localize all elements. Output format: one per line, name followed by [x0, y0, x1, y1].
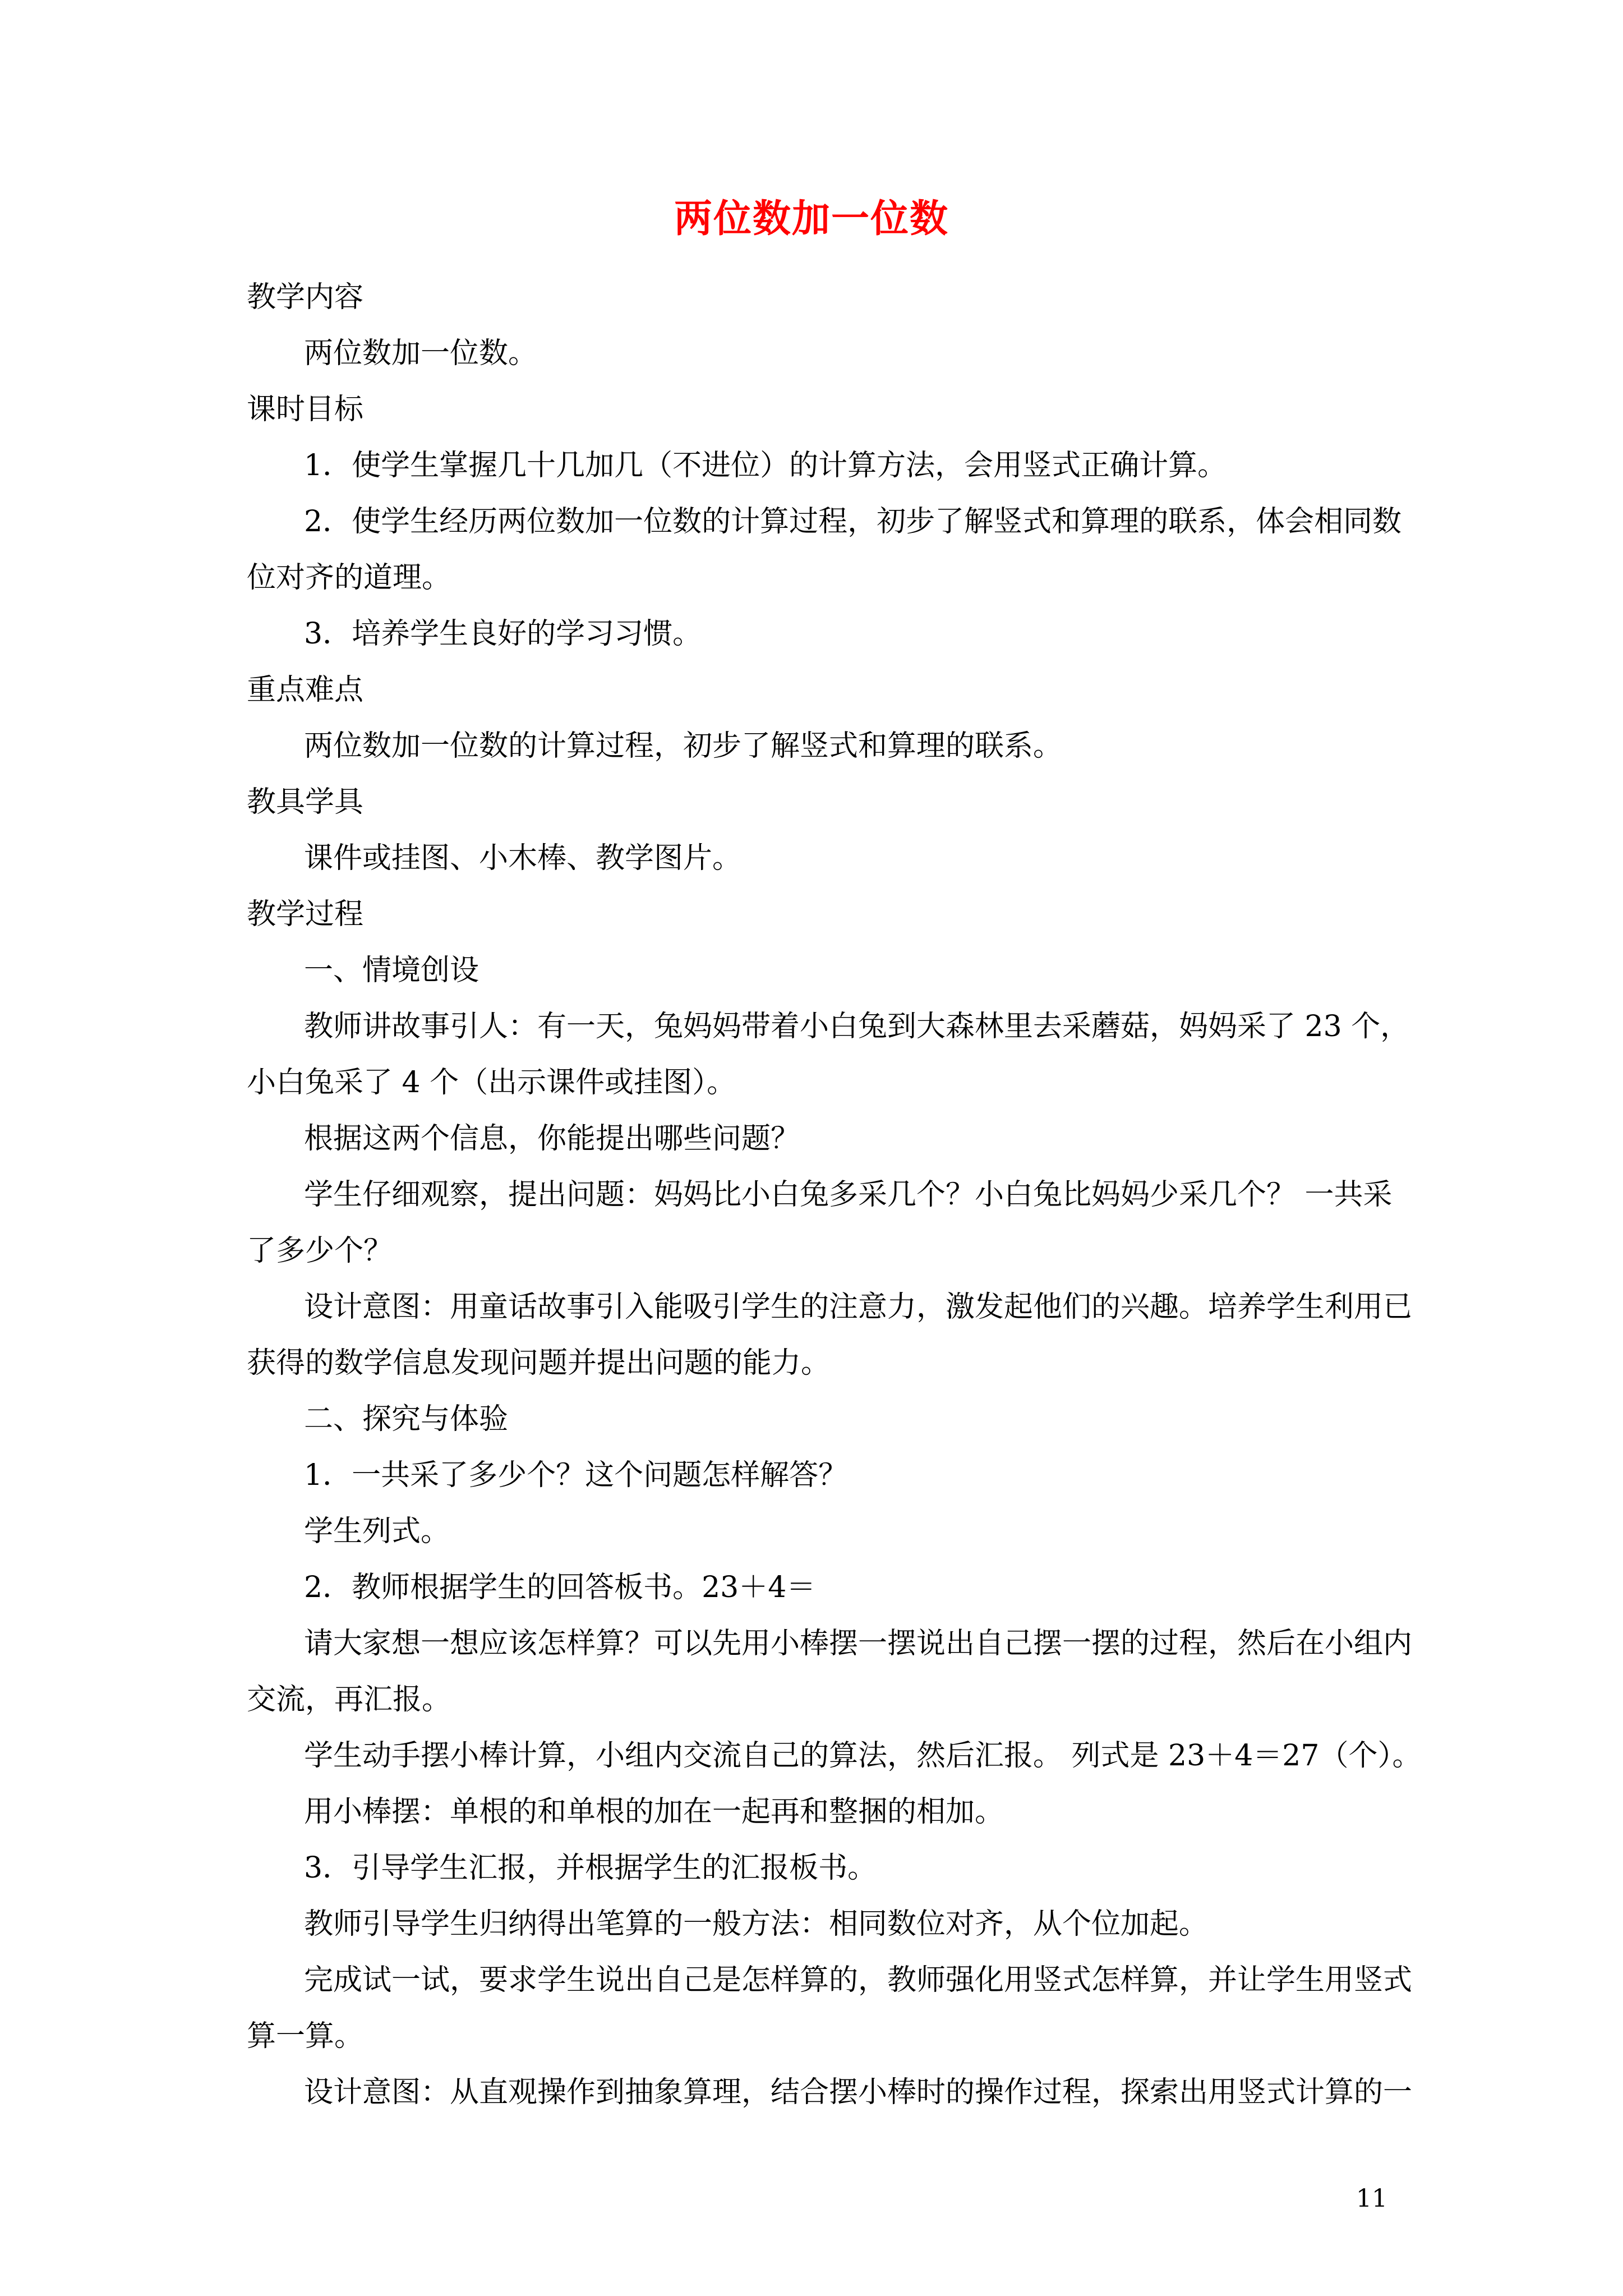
paragraph: 3．引导学生汇报，并根据学生的汇报板书。 — [304, 1851, 877, 1885]
paragraph: 学生仔细观察，提出问题：妈妈比小白兔多采几个？小白兔比妈妈少采几个？ 一共采 — [304, 1178, 1393, 1212]
paragraph: 2．教师根据学生的回答板书。23＋4＝ — [304, 1571, 816, 1604]
paragraph: 学生列式。 — [304, 1515, 450, 1548]
paragraph: 根据这两个信息，你能提出哪些问题？ — [304, 1122, 800, 1156]
paragraph: 设计意图：用童话故事引入能吸引学生的注意力，激发起他们的兴趣。培养学生利用已 — [304, 1290, 1413, 1324]
paragraph-continuation: 小白兔采了 4 个（出示课件或挂图）。 — [247, 1066, 736, 1099]
paragraph-continuation: 了多少个？ — [247, 1234, 393, 1268]
paragraph: 完成试一试，要求学生说出自己是怎样算的，教师强化用竖式怎样算，并让学生用竖式 — [304, 1963, 1413, 1997]
section-heading: 教具学具 — [247, 785, 364, 819]
section-heading: 教学过程 — [247, 898, 364, 931]
paragraph: 两位数加一位数。 — [304, 337, 538, 370]
paragraph: 课件或挂图、小木棒、教学图片。 — [304, 841, 742, 875]
paragraph: 2．使学生经历两位数加一位数的计算过程，初步了解竖式和算理的联系，体会相同数 — [304, 505, 1402, 539]
paragraph: 1．一共采了多少个？这个问题怎样解答？ — [304, 1458, 848, 1492]
paragraph: 教师引导学生归纳得出笔算的一般方法：相同数位对齐，从个位加起。 — [304, 1907, 1209, 1941]
paragraph: 设计意图：从直观操作到抽象算理，结合摆小棒时的操作过程，探索出用竖式计算的一 — [304, 2076, 1413, 2109]
paragraph: 两位数加一位数的计算过程，初步了解竖式和算理的联系。 — [304, 729, 1063, 763]
page-number: 11 — [1356, 2184, 1387, 2213]
section-heading: 重点难点 — [247, 673, 364, 707]
paragraph-continuation: 位对齐的道理。 — [247, 561, 451, 595]
paragraph: 学生动手摆小棒计算，小组内交流自己的算法，然后汇报。 列式是 23＋4＝27（个）。 — [304, 1739, 1422, 1773]
paragraph-continuation: 算一算。 — [247, 2019, 364, 2053]
paragraph-continuation: 获得的数学信息发现问题并提出问题的能力。 — [247, 1346, 831, 1380]
section-heading: 课时目标 — [247, 393, 364, 426]
document-title: 两位数加一位数 — [674, 196, 949, 241]
paragraph: 用小棒摆：单根的和单根的加在一起再和整捆的相加。 — [304, 1795, 1004, 1829]
paragraph: 1．使学生掌握几十几加几（不进位）的计算方法，会用竖式正确计算。 — [304, 449, 1227, 482]
paragraph: 请大家想一想应该怎样算？可以先用小棒摆一摆说出自己摆一摆的过程，然后在小组内 — [304, 1627, 1413, 1660]
paragraph: 3．培养学生良好的学习习惯。 — [304, 617, 702, 651]
document-body — [247, 269, 1422, 2120]
section-heading: 教学内容 — [247, 280, 364, 314]
paragraph-continuation: 交流，再汇报。 — [247, 1683, 451, 1717]
paragraph: 教师讲故事引人：有一天，兔妈妈带着小白兔到大森林里去采蘑菇，妈妈采了 23 个， — [304, 1010, 1410, 1043]
subsection-heading: 二、探究与体验 — [304, 1402, 509, 1436]
subsection-heading: 一、情境创设 — [304, 954, 479, 987]
